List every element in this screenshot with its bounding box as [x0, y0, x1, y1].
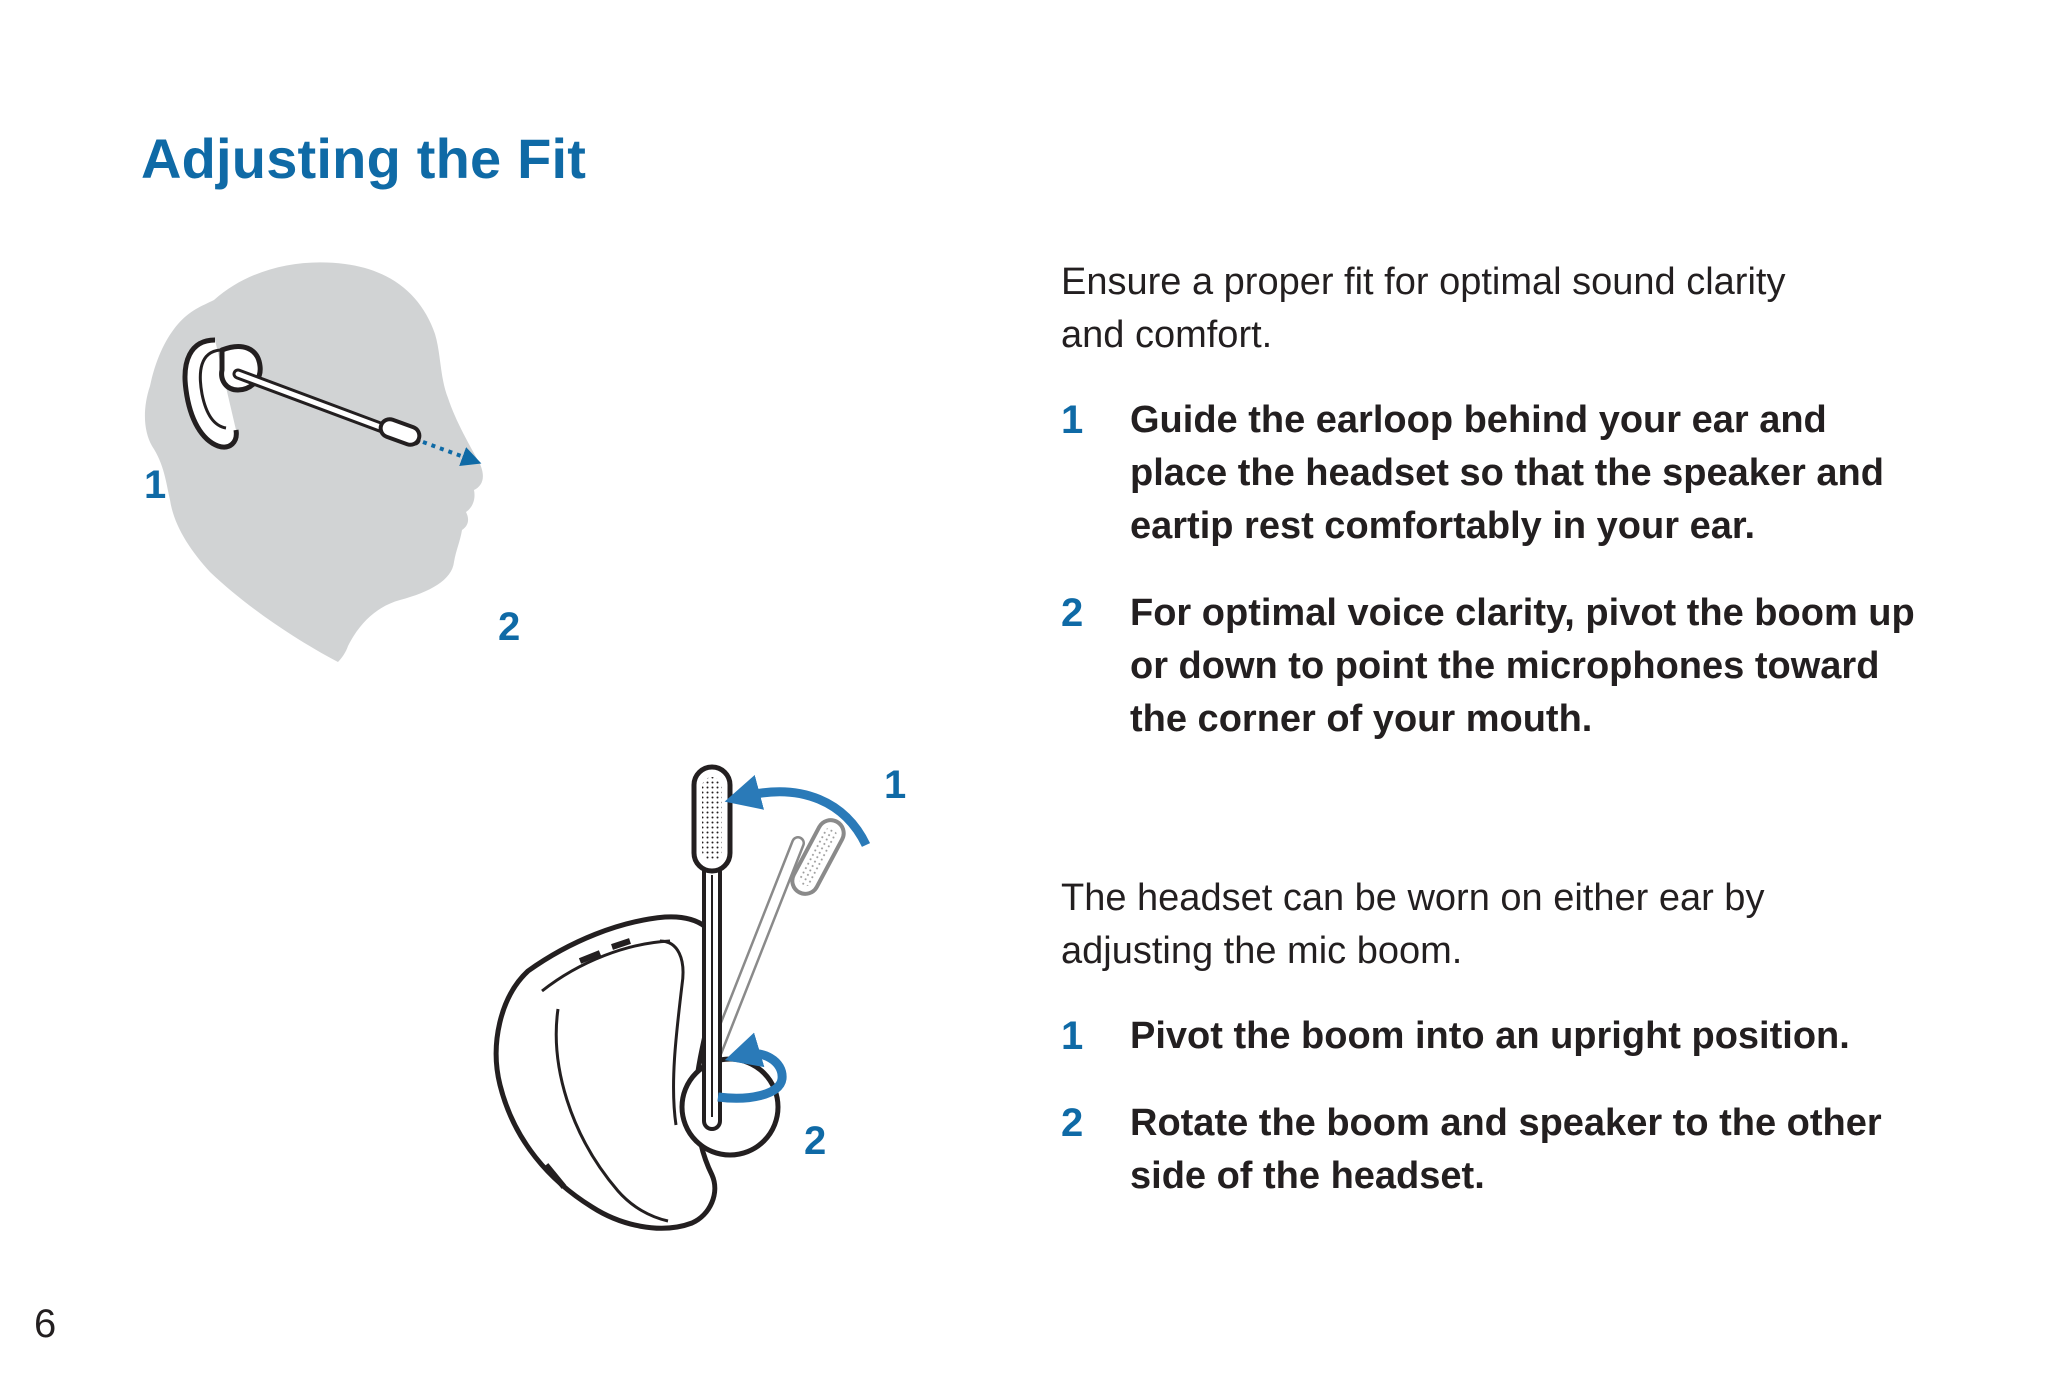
ear-switch-instructions [1061, 872, 1961, 1203]
pivot-arrow [742, 792, 866, 845]
step-text: Pivot the boom into an upright position. [1130, 1015, 1850, 1057]
step-number: 2 [1061, 591, 1084, 635]
step-number: 2 [1061, 1101, 1084, 1145]
list-item [1061, 1097, 1961, 1203]
callout-boom-pivot: 2 [498, 605, 521, 649]
head-silhouette [145, 262, 483, 662]
head-with-headset-illustration [130, 250, 530, 720]
step-text: Guide the earloop behind your ear and place the headset so that the speaker and eartip rest comfortably in your ear. [1130, 399, 1884, 547]
callout-rotate-boom: 2 [804, 1119, 827, 1163]
step-number: 1 [1061, 1014, 1084, 1058]
headset-body [496, 917, 718, 1228]
ear-switch-intro: The headset can be worn on either ear by adjusting the mic boom. [1061, 877, 1765, 972]
headset-boom-rotation-illustration [480, 745, 950, 1245]
step-text: Rotate the boom and speaker to the other side of the headset. [1130, 1102, 1882, 1197]
ear-switch-steps [1061, 1010, 1961, 1203]
speaker-ring [682, 1059, 778, 1155]
fit-steps [1061, 394, 1961, 746]
callout-earloop: 1 [144, 463, 167, 507]
list-item [1061, 587, 1961, 746]
list-item [1061, 1010, 1961, 1063]
fit-intro: Ensure a proper fit for optimal sound clarity and comfort. [1061, 261, 1786, 356]
step-number: 1 [1061, 398, 1084, 442]
list-item [1061, 394, 1961, 553]
page-number: 6 [34, 1302, 57, 1346]
step-text: For optimal voice clarity, pivot the boom up or down to point the microphones toward the corner of your mouth. [1130, 592, 1915, 740]
fit-instructions [1061, 256, 1961, 746]
callout-pivot-boom: 1 [884, 763, 907, 807]
page-title: Adjusting the Fit [141, 127, 587, 190]
